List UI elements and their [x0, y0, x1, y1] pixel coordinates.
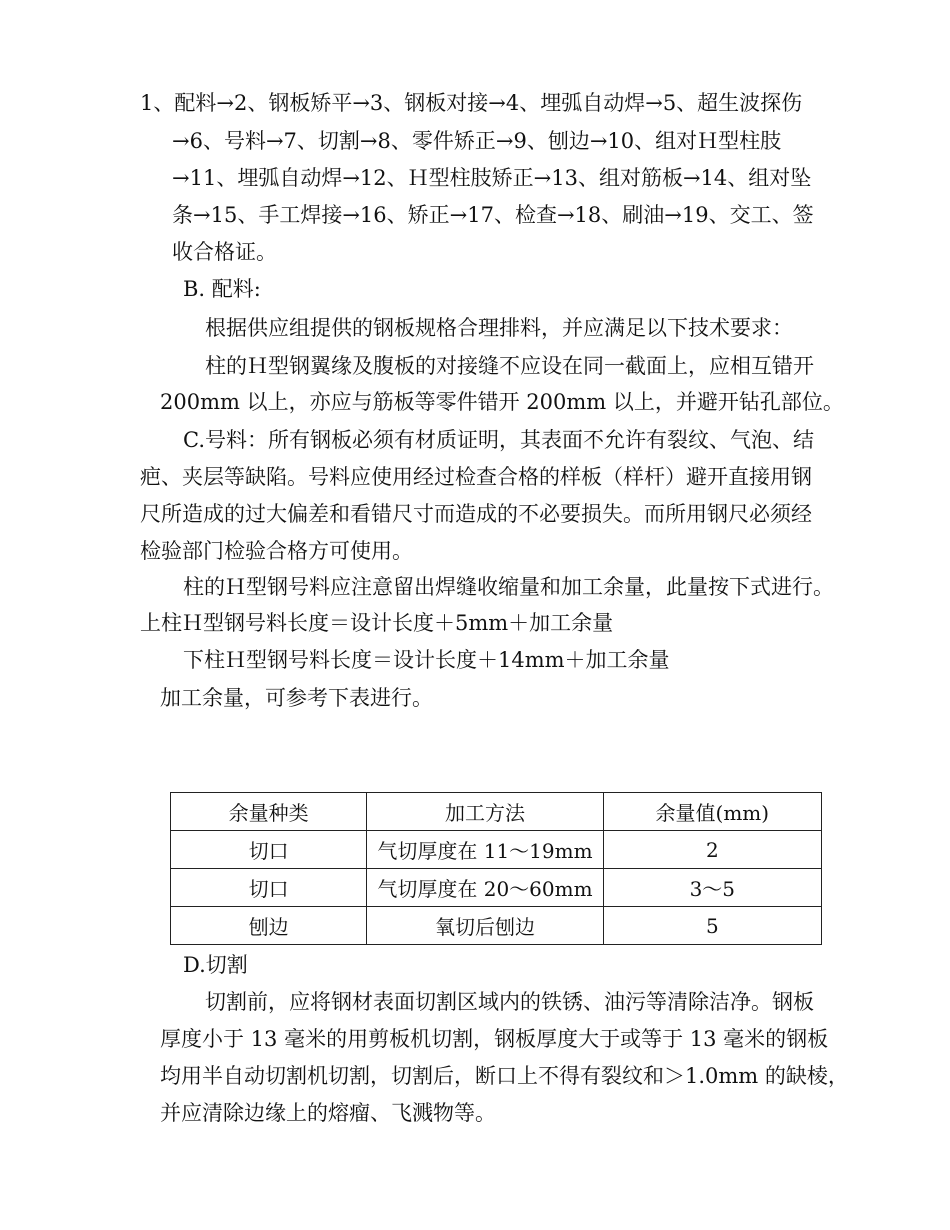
table-header-cell: 余量种类 — [171, 793, 367, 831]
table-cell: 气切厚度在 20～60mm — [367, 869, 603, 907]
table-cell: 切口 — [171, 869, 367, 907]
paragraph-line: 加工余量，可参考下表进行。 — [160, 686, 433, 710]
paragraph-line: 切割前，应将钢材表面切割区域内的铁锈、油污等清除洁净。钢板 — [205, 990, 814, 1014]
paragraph-line: 柱的Ｈ型钢号料应注意留出焊缝收缩量和加工余量，此量按下式进行。 — [183, 575, 834, 599]
paragraph-line: 并应清除边缘上的熔瘤、飞溅物等。 — [160, 1101, 496, 1125]
section-b-heading: B. 配料: — [183, 277, 261, 301]
table-row — [171, 831, 822, 869]
paragraph-line: 均用半自动切割机切割，切割后，断口上不得有裂纹和＞1.0mm 的缺棱， — [160, 1064, 849, 1088]
table-cell: 气切厚度在 11～19mm — [367, 831, 603, 869]
paragraph-line: 疤、夹层等缺陷。号料应使用经过检查合格的样板（样杆）避开直接用钢 — [140, 465, 812, 489]
process-flow-line: →6、号料→7、切割→8、零件矫正→9、刨边→10、组对Ｈ型柱肢 — [172, 129, 782, 153]
formula-line: 上柱Ｈ型钢号料长度＝设计长度＋5mm＋加工余量 — [140, 611, 614, 635]
table-cell: 2 — [603, 831, 821, 869]
section-c-heading-line: C.号料：所有钢板必须有材质证明，其表面不允许有裂纹、气泡、结 — [183, 428, 814, 452]
table-cell: 3～5 — [603, 869, 821, 907]
table-cell: 刨边 — [171, 907, 367, 945]
paragraph-line: 检验部门检验合格方可使用。 — [140, 539, 413, 563]
process-flow-line: →11、埋弧自动焊→12、Ｈ型柱肢矫正→13、组对筋板→14、组对坠 — [172, 166, 812, 190]
paragraph-line: 根据供应组提供的钢板规格合理排料，并应满足以下技术要求： — [205, 316, 793, 340]
process-flow-line: 收合格证。 — [172, 240, 277, 264]
formula-line: 下柱Ｈ型钢号料长度＝设计长度＋14mm＋加工余量 — [183, 648, 670, 672]
process-flow-line: 1、配料→2、钢板矫平→3、钢板对接→4、埋弧自动焊→5、超生波探伤 — [140, 91, 803, 115]
table-header-cell: 余量值(mm) — [603, 793, 821, 831]
table-cell: 氧切后刨边 — [367, 907, 603, 945]
table-row — [171, 907, 822, 945]
section-d-heading: D.切割 — [183, 953, 248, 977]
table-header-cell: 加工方法 — [367, 793, 603, 831]
paragraph-line: 厚度小于 13 毫米的用剪板机切割，钢板厚度大于或等于 13 毫米的钢板 — [160, 1027, 829, 1051]
process-flow-line: 条→15、手工焊接→16、矫正→17、检查→18、刷油→19、交工、签 — [172, 203, 814, 227]
paragraph-line: 200mm 以上，亦应与筋板等零件错开 200mm 以上，并避开钻孔部位。 — [160, 390, 844, 414]
table-cell: 5 — [603, 907, 821, 945]
paragraph-line: 尺所造成的过大偏差和看错尺寸而造成的不必要损失。而所用钢尺必须经 — [140, 502, 812, 526]
table-header-row — [171, 793, 822, 831]
allowance-table — [170, 792, 822, 945]
table-cell: 切口 — [171, 831, 367, 869]
table-row — [171, 869, 822, 907]
paragraph-line: 柱的Ｈ型钢翼缘及腹板的对接缝不应设在同一截面上，应相互错开 — [205, 354, 814, 378]
